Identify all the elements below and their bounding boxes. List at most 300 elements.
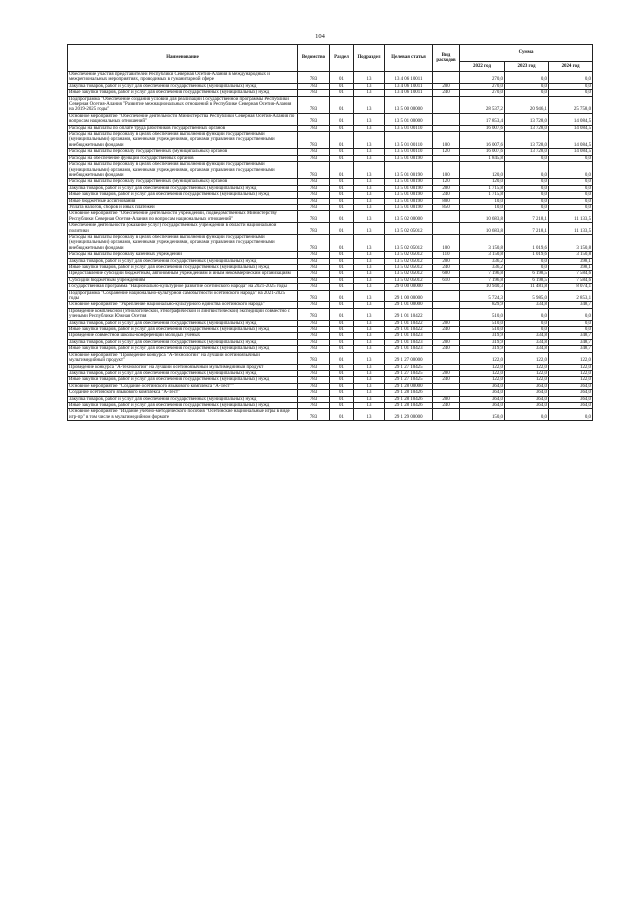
row-podrazdel: 13 <box>354 320 385 326</box>
row-vedomstvo: 783 <box>298 96 330 113</box>
row-podrazdel: 13 <box>354 192 385 198</box>
row-sum-2023: 0,0 <box>505 258 549 264</box>
row-sum-2024: 348,7 <box>549 333 593 339</box>
row-sum-2024: 364,0 <box>549 390 593 396</box>
row-razdel: 01 <box>330 132 354 149</box>
row-vid-rashodov <box>433 113 460 125</box>
row-podrazdel: 13 <box>354 223 385 235</box>
row-sum-2022: 270,0 <box>460 83 505 89</box>
row-vedomstvo: 783 <box>298 333 330 339</box>
row-vid-rashodov: 240 <box>433 346 460 352</box>
row-razdel: 01 <box>330 162 354 179</box>
row-name: Проведение комплексной (этнологической, этнографической и лингвистической) экспедиции совместно с учеными Республики Южная Осетия <box>68 308 298 320</box>
row-vedomstvo: 783 <box>298 113 330 125</box>
row-sum-2024: 3 150,8 <box>549 234 593 251</box>
row-sum-2022: 120,0 <box>460 179 505 185</box>
row-sum-2022: 336,2 <box>460 258 505 264</box>
row-sum-2022: 7 196,8 <box>460 277 505 283</box>
row-celevaya-statya: 13 5 02 00000 <box>385 211 433 223</box>
row-sum-2024: 0,0 <box>549 90 593 96</box>
row-vedomstvo: 783 <box>298 271 330 277</box>
row-sum-2024: 0,0 <box>549 409 593 421</box>
row-vedomstvo: 783 <box>298 284 330 290</box>
row-name: Закупка товаров, работ и услуг для обеспечения государственных (муниципальных) нужд <box>68 370 298 376</box>
row-podrazdel: 13 <box>354 198 385 204</box>
row-sum-2022: 10 940,3 <box>460 284 505 290</box>
row-sum-2022: 364,0 <box>460 390 505 396</box>
header-2024: 2024 год <box>549 62 593 72</box>
row-sum-2024: 398,1 <box>549 265 593 271</box>
row-name: Основное мероприятие "Укрепление национально-культурного единства осетинского народа" <box>68 302 298 308</box>
row-sum-2023: 5 985,0 <box>505 290 549 302</box>
row-sum-2023: 13 728,0 <box>505 113 549 125</box>
row-sum-2024: 0,0 <box>549 155 593 161</box>
row-razdel: 01 <box>330 370 354 376</box>
row-podrazdel: 13 <box>354 179 385 185</box>
row-vid-rashodov: 200 <box>433 258 460 264</box>
row-name: Закупка товаров, работ и услуг для обеспечения государственных (муниципальных) нужд <box>68 185 298 191</box>
row-sum-2022: 3 150,8 <box>460 234 505 251</box>
table-row <box>68 308 593 320</box>
row-celevaya-statya: 13 5 01 00190 <box>385 179 433 185</box>
row-vid-rashodov: 240 <box>433 327 460 333</box>
row-vedomstvo: 783 <box>298 149 330 155</box>
header-razdel: Раздел <box>330 45 354 72</box>
row-vedomstvo: 783 <box>298 204 330 210</box>
row-sum-2022: 364,0 <box>460 396 505 402</box>
row-sum-2024: 7 584,6 <box>549 277 593 283</box>
header-2023: 2023 год <box>505 62 549 72</box>
row-vedomstvo: 783 <box>298 383 330 389</box>
row-sum-2023: 1 019,6 <box>505 234 549 251</box>
header-2022: 2022 год <box>460 62 505 72</box>
row-vedomstvo: 783 <box>298 339 330 345</box>
row-razdel: 01 <box>330 192 354 198</box>
row-vedomstvo: 783 <box>298 370 330 376</box>
row-vedomstvo: 783 <box>298 192 330 198</box>
row-sum-2024: 122,0 <box>549 370 593 376</box>
row-podrazdel: 13 <box>354 284 385 290</box>
row-sum-2022: 336,2 <box>460 265 505 271</box>
row-celevaya-statya: 13 5 00 00000 <box>385 96 433 113</box>
row-sum-2023: 122,0 <box>505 377 549 383</box>
row-sum-2022: 10,0 <box>460 204 505 210</box>
row-sum-2023: 7 218,1 <box>505 211 549 223</box>
row-sum-2022: 364,0 <box>460 402 505 408</box>
row-sum-2023: 0,0 <box>505 90 549 96</box>
row-celevaya-statya: 13 5 02 05012 <box>385 252 433 258</box>
row-name: Создание осетинского языкового комплекса "А-Тест" <box>68 390 298 396</box>
row-celevaya-statya: 13 5 02 05012 <box>385 271 433 277</box>
row-sum-2022: 510,0 <box>460 327 505 333</box>
row-sum-2023: 13 728,0 <box>505 132 549 149</box>
row-name: Закупка товаров, работ и услуг для обеспечения государственных (муниципальных) нужд <box>68 258 298 264</box>
row-celevaya-statya: 13 5 01 00190 <box>385 192 433 198</box>
row-sum-2024: 348,7 <box>549 346 593 352</box>
row-sum-2024: 11 133,5 <box>549 223 593 235</box>
row-vid-rashodov <box>433 223 460 235</box>
row-sum-2023: 0,0 <box>505 409 549 421</box>
row-sum-2023: 6 198,5 <box>505 277 549 283</box>
row-vedomstvo: 783 <box>298 390 330 396</box>
row-podrazdel: 13 <box>354 302 385 308</box>
row-sum-2023: 334,8 <box>505 346 549 352</box>
row-podrazdel: 13 <box>354 277 385 283</box>
row-celevaya-statya: 13 5 02 05012 <box>385 258 433 264</box>
row-name: Основное мероприятие "Создание осетинского языкового комплекса "А-Тест"" <box>68 383 298 389</box>
table-row <box>68 211 593 223</box>
row-sum-2023: 0,0 <box>505 198 549 204</box>
row-sum-2022: 319,9 <box>460 339 505 345</box>
row-name: Расходы на выплаты персоналу государственных (муниципальных) органов <box>68 179 298 185</box>
row-name: Расходы на выплаты персоналу в целях обеспечения выполнения функций государственными (муниципальными) органами, казенными учреждениями, органами управления государственными внебюджетными фондами <box>68 132 298 149</box>
row-sum-2022: 10,0 <box>460 198 505 204</box>
row-vid-rashodov: 200 <box>433 185 460 191</box>
row-vedomstvo: 783 <box>298 402 330 408</box>
row-name: Подпрограмма "Сохранение национально-культурной самобытности осетинского народа" на 2021-2025 годы <box>68 290 298 302</box>
row-vid-rashodov: 110 <box>433 252 460 258</box>
row-sum-2024: 0,0 <box>549 83 593 89</box>
row-sum-2024: 2 853,1 <box>549 290 593 302</box>
row-celevaya-statya: 29 1 28 10426 <box>385 396 433 402</box>
row-razdel: 01 <box>330 83 354 89</box>
row-podrazdel: 13 <box>354 155 385 161</box>
row-razdel: 01 <box>330 396 354 402</box>
row-vedomstvo: 783 <box>298 211 330 223</box>
row-sum-2024: 14 084,5 <box>549 132 593 149</box>
row-sum-2023: 0,0 <box>505 192 549 198</box>
row-sum-2022: 10 683,8 <box>460 223 505 235</box>
row-celevaya-statya: 29 0 00 00000 <box>385 284 433 290</box>
row-celevaya-statya: 29 1 28 00000 <box>385 383 433 389</box>
row-razdel: 01 <box>330 377 354 383</box>
row-razdel: 01 <box>330 277 354 283</box>
row-vedomstvo: 783 <box>298 223 330 235</box>
row-podrazdel: 13 <box>354 252 385 258</box>
row-vid-rashodov <box>433 352 460 364</box>
row-sum-2022: 7 196,8 <box>460 271 505 277</box>
row-razdel: 01 <box>330 258 354 264</box>
table-row <box>68 113 593 125</box>
row-razdel: 01 <box>330 308 354 320</box>
row-sum-2023: 0,0 <box>505 83 549 89</box>
row-vedomstvo: 783 <box>298 90 330 96</box>
row-sum-2024: 14 084,5 <box>549 149 593 155</box>
row-razdel: 01 <box>330 72 354 84</box>
row-razdel: 01 <box>330 179 354 185</box>
row-vid-rashodov: 200 <box>433 83 460 89</box>
row-sum-2023: 0,0 <box>505 327 549 333</box>
row-sum-2023: 0,0 <box>505 185 549 191</box>
row-razdel: 01 <box>330 302 354 308</box>
row-celevaya-statya: 29 1 01 10422 <box>385 327 433 333</box>
row-vid-rashodov: 100 <box>433 234 460 251</box>
row-podrazdel: 13 <box>354 364 385 370</box>
row-sum-2024: 348,7 <box>549 302 593 308</box>
row-sum-2023: 0,0 <box>505 265 549 271</box>
row-sum-2022: 122,0 <box>460 377 505 383</box>
row-sum-2023: 364,0 <box>505 402 549 408</box>
row-razdel: 01 <box>330 90 354 96</box>
row-name: Государственная программа "Национально-культурное развитие осетинского народа" на 2021-2025 годы <box>68 284 298 290</box>
row-name: Уплата налогов, сборов и иных платежей <box>68 204 298 210</box>
row-sum-2024: 122,0 <box>549 364 593 370</box>
row-sum-2023: 11 481,8 <box>505 284 549 290</box>
row-podrazdel: 13 <box>354 308 385 320</box>
row-razdel: 01 <box>330 204 354 210</box>
row-sum-2022: 122,0 <box>460 364 505 370</box>
row-celevaya-statya: 29 1 28 10426 <box>385 402 433 408</box>
row-vid-rashodov: 100 <box>433 162 460 179</box>
row-vid-rashodov: 240 <box>433 192 460 198</box>
row-sum-2023: 13 728,0 <box>505 149 549 155</box>
row-sum-2023: 0,0 <box>505 179 549 185</box>
row-vid-rashodov: 200 <box>433 320 460 326</box>
row-podrazdel: 13 <box>354 377 385 383</box>
row-razdel: 01 <box>330 409 354 421</box>
row-sum-2024: 348,7 <box>549 339 593 345</box>
row-podrazdel: 13 <box>354 113 385 125</box>
row-podrazdel: 13 <box>354 352 385 364</box>
row-vid-rashodov: 800 <box>433 198 460 204</box>
row-sum-2022: 16 007,6 <box>460 132 505 149</box>
table-row <box>68 290 593 302</box>
row-sum-2022: 17 853,4 <box>460 113 505 125</box>
row-sum-2022: 150,0 <box>460 409 505 421</box>
row-celevaya-statya: 13 4 06 10011 <box>385 83 433 89</box>
row-sum-2024: 122,0 <box>549 352 593 364</box>
row-vid-rashodov <box>433 290 460 302</box>
row-sum-2022: 10 683,8 <box>460 211 505 223</box>
row-vid-rashodov <box>433 211 460 223</box>
row-sum-2023: 20 946,1 <box>505 96 549 113</box>
row-vid-rashodov <box>433 96 460 113</box>
row-vedomstvo: 783 <box>298 185 330 191</box>
row-sum-2023: 0,0 <box>505 204 549 210</box>
row-celevaya-statya: 29 1 29 00000 <box>385 409 433 421</box>
row-sum-2023: 0,0 <box>505 72 549 84</box>
row-name: Предоставление субсидий бюджетным, автономным учреждениям и иным некоммерческим организациям <box>68 271 298 277</box>
row-celevaya-statya: 13 5 02 05012 <box>385 234 433 251</box>
row-sum-2023: 364,0 <box>505 396 549 402</box>
table-row <box>68 72 593 84</box>
row-vid-rashodov: 850 <box>433 204 460 210</box>
row-vid-rashodov: 120 <box>433 149 460 155</box>
row-sum-2022: 829,9 <box>460 302 505 308</box>
row-name: Закупка товаров, работ и услуг для обеспечения государственных (муниципальных) нужд <box>68 320 298 326</box>
row-podrazdel: 13 <box>354 83 385 89</box>
row-sum-2024: 364,0 <box>549 383 593 389</box>
row-podrazdel: 13 <box>354 149 385 155</box>
row-razdel: 01 <box>330 383 354 389</box>
row-vedomstvo: 783 <box>298 327 330 333</box>
row-podrazdel: 13 <box>354 383 385 389</box>
row-name: Расходы на выплаты персоналу государственных (муниципальных) органов <box>68 149 298 155</box>
row-podrazdel: 13 <box>354 333 385 339</box>
row-vedomstvo: 783 <box>298 396 330 402</box>
row-podrazdel: 13 <box>354 265 385 271</box>
table-row <box>68 132 593 149</box>
row-sum-2024: 7 584,6 <box>549 271 593 277</box>
row-razdel: 01 <box>330 352 354 364</box>
row-celevaya-statya: 29 1 01 10422 <box>385 308 433 320</box>
row-celevaya-statya: 13 5 01 00110 <box>385 149 433 155</box>
row-podrazdel: 13 <box>354 396 385 402</box>
row-razdel: 01 <box>330 339 354 345</box>
row-celevaya-statya: 13 4 06 10011 <box>385 72 433 84</box>
table-row <box>68 352 593 364</box>
row-sum-2022: 1 715,8 <box>460 192 505 198</box>
row-sum-2024: 364,0 <box>549 402 593 408</box>
row-sum-2024: 0,0 <box>549 185 593 191</box>
row-name: Иные закупки товаров, работ и услуг для обеспечения государственных (муниципальных) нужд <box>68 265 298 271</box>
row-sum-2023: 334,8 <box>505 302 549 308</box>
row-razdel: 01 <box>330 198 354 204</box>
row-podrazdel: 13 <box>354 162 385 179</box>
row-name: Проведение совместной школы-конференции молодых ученых <box>68 333 298 339</box>
row-vedomstvo: 783 <box>298 265 330 271</box>
row-podrazdel: 13 <box>354 204 385 210</box>
row-name: Расходы на обеспечение функций государственных органов <box>68 155 298 161</box>
row-vedomstvo: 783 <box>298 252 330 258</box>
row-vid-rashodov: 100 <box>433 132 460 149</box>
row-sum-2022: 510,0 <box>460 308 505 320</box>
row-name: Иные закупки товаров, работ и услуг для обеспечения государственных (муниципальных) нужд <box>68 377 298 383</box>
row-celevaya-statya: 13 5 01 00190 <box>385 185 433 191</box>
row-name: Основное мероприятие "Обеспечение деятельности Министерства Республики Северная Осетия-Алания по вопросам национальных отношений" <box>68 113 298 125</box>
header-vedomstvo: Ведомство <box>298 45 330 72</box>
row-sum-2024: 0,0 <box>549 327 593 333</box>
row-sum-2024: 364,0 <box>549 396 593 402</box>
row-sum-2022: 3 150,8 <box>460 252 505 258</box>
row-sum-2022: 122,0 <box>460 370 505 376</box>
row-podrazdel: 13 <box>354 370 385 376</box>
budget-table <box>67 44 593 421</box>
row-vedomstvo: 783 <box>298 346 330 352</box>
row-sum-2024: 0,0 <box>549 198 593 204</box>
row-vedomstvo: 783 <box>298 377 330 383</box>
row-sum-2024: 122,0 <box>549 377 593 383</box>
row-vedomstvo: 783 <box>298 364 330 370</box>
row-vedomstvo: 783 <box>298 234 330 251</box>
row-celevaya-statya: 13 5 02 05012 <box>385 277 433 283</box>
row-vedomstvo: 783 <box>298 302 330 308</box>
table-row <box>68 234 593 251</box>
row-vedomstvo: 783 <box>298 308 330 320</box>
row-podrazdel: 13 <box>354 390 385 396</box>
row-podrazdel: 13 <box>354 234 385 251</box>
row-name: Проведение конкурса "А-технологии" на лучший осетиноязычный мультимедийный продукт <box>68 364 298 370</box>
row-name: Расходы на выплаты персоналу в целях обеспечения выполнения функций государственными (муниципальными) органами, казенными учреждениями, органами управления государственными внебюджетными фондами <box>68 162 298 179</box>
row-podrazdel: 13 <box>354 409 385 421</box>
row-razdel: 01 <box>330 234 354 251</box>
row-vedomstvo: 783 <box>298 320 330 326</box>
row-vedomstvo: 783 <box>298 352 330 364</box>
row-name: Иные закупки товаров, работ и услуг для обеспечения государственных (муниципальных) нужд <box>68 346 298 352</box>
row-vid-rashodov <box>433 308 460 320</box>
row-sum-2022: 16 007,6 <box>460 149 505 155</box>
row-razdel: 01 <box>330 113 354 125</box>
row-sum-2024: 0,0 <box>549 320 593 326</box>
row-celevaya-statya: 13 5 01 00190 <box>385 155 433 161</box>
table-body <box>68 72 593 421</box>
row-podrazdel: 13 <box>354 402 385 408</box>
row-sum-2024: 0,0 <box>549 72 593 84</box>
row-vid-rashodov: 240 <box>433 265 460 271</box>
header-vid-rashodov: Вид расходов <box>433 45 460 72</box>
row-name: Закупка товаров, работ и услуг для обеспечения государственных (муниципальных) нужд <box>68 339 298 345</box>
row-celevaya-statya: 13 5 01 00190 <box>385 198 433 204</box>
row-podrazdel: 13 <box>354 211 385 223</box>
row-sum-2024: 25 758,0 <box>549 96 593 113</box>
row-celevaya-statya: 13 5 02 05012 <box>385 265 433 271</box>
row-podrazdel: 13 <box>354 271 385 277</box>
row-celevaya-statya: 29 1 28 10426 <box>385 390 433 396</box>
row-celevaya-statya: 29 1 01 10423 <box>385 333 433 339</box>
row-sum-2024: 14 084,5 <box>549 125 593 131</box>
row-name: Расходы на выплаты персоналу в целях обеспечения выполнения функций государственными (муниципальными) органами, казенными учреждениями, органами управления государственными внебюджетными фондами <box>68 234 298 251</box>
row-razdel: 01 <box>330 346 354 352</box>
row-vid-rashodov: 200 <box>433 339 460 345</box>
row-vedomstvo: 783 <box>298 72 330 84</box>
row-celevaya-statya: 13 5 01 00190 <box>385 204 433 210</box>
row-razdel: 01 <box>330 125 354 131</box>
row-celevaya-statya: 29 1 01 10423 <box>385 346 433 352</box>
page-number: 104 <box>315 33 325 40</box>
row-razdel: 01 <box>330 223 354 235</box>
row-sum-2023: 0,0 <box>505 320 549 326</box>
row-celevaya-statya: 29 1 01 00000 <box>385 302 433 308</box>
row-name: Субсидии бюджетным учреждениям <box>68 277 298 283</box>
row-celevaya-statya: 13 5 01 00110 <box>385 132 433 149</box>
row-name: Закупка товаров, работ и услуг для обеспечения государственных (муниципальных) нужд <box>68 83 298 89</box>
row-podrazdel: 13 <box>354 290 385 302</box>
row-sum-2022: 122,0 <box>460 352 505 364</box>
row-razdel: 01 <box>330 265 354 271</box>
table-row <box>68 96 593 113</box>
row-sum-2023: 364,0 <box>505 383 549 389</box>
row-razdel: 01 <box>330 271 354 277</box>
row-podrazdel: 13 <box>354 132 385 149</box>
row-podrazdel: 13 <box>354 125 385 131</box>
row-sum-2023: 0,0 <box>505 308 549 320</box>
header-summa: Сумма <box>460 45 593 62</box>
row-name: Закупка товаров, работ и услуг для обеспечения государственных (муниципальных) нужд <box>68 396 298 402</box>
row-sum-2024: 0,0 <box>549 162 593 179</box>
row-razdel: 01 <box>330 149 354 155</box>
row-vid-rashodov: 610 <box>433 277 460 283</box>
row-podrazdel: 13 <box>354 185 385 191</box>
row-celevaya-statya: 29 1 00 00000 <box>385 290 433 302</box>
row-sum-2023: 334,8 <box>505 339 549 345</box>
row-celevaya-statya: 13 5 01 00110 <box>385 125 433 131</box>
row-sum-2022: 28 537,2 <box>460 96 505 113</box>
table-row <box>68 223 593 235</box>
row-sum-2024: 0,0 <box>549 179 593 185</box>
row-sum-2022: 1 715,8 <box>460 185 505 191</box>
row-vid-rashodov: 600 <box>433 271 460 277</box>
row-razdel: 01 <box>330 284 354 290</box>
row-sum-2023: 7 218,1 <box>505 223 549 235</box>
row-name: Расходы на выплаты персоналу казенных учреждений <box>68 252 298 258</box>
row-razdel: 01 <box>330 320 354 326</box>
row-razdel: 01 <box>330 185 354 191</box>
row-sum-2022: 270,0 <box>460 72 505 84</box>
row-name: Подпрограмма "Обеспечение создания условий для реализации Государственной программы Республики Северная Осетия-Алания "Развитие межнациональных отношений в Республике Северная Осетия-Алания на 2019-2025 годы" <box>68 96 298 113</box>
row-sum-2024: 11 133,5 <box>549 211 593 223</box>
row-sum-2024: 3 150,8 <box>549 252 593 258</box>
row-name: Обеспечение деятельности (оказание услуг) государственных учреждений в области национальной политики <box>68 223 298 235</box>
